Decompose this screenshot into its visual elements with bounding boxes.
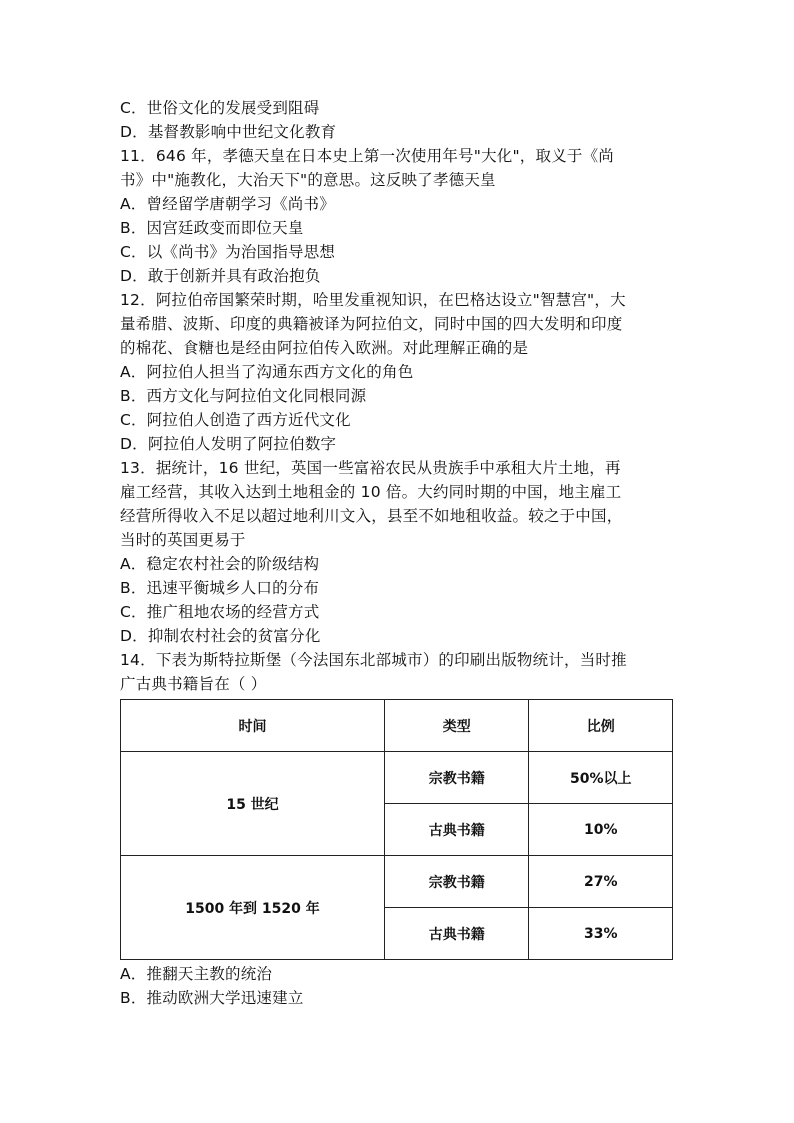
ratio-cell: 27% — [529, 856, 673, 908]
question-14-stem-2: 广古典书籍旨在（ ） — [120, 675, 267, 693]
option-a-q11: A．曾经留学唐朝学习《尚书》 — [120, 195, 335, 213]
type-cell: 宗教书籍 — [385, 752, 529, 804]
header-type: 类型 — [385, 700, 529, 752]
option-a-q12: A．阿拉伯人担当了沟通东西方文化的角色 — [120, 363, 414, 381]
header-time: 时间 — [121, 700, 385, 752]
option-a-q14: A．推翻天主教的统治 — [120, 965, 273, 983]
option-d-q10: D．基督教影响中世纪文化教育 — [120, 123, 337, 141]
header-ratio: 比例 — [529, 700, 673, 752]
option-a-q13: A．稳定农村社会的阶级结构 — [120, 555, 320, 573]
question-13-stem-1: 13．据统计，16 世纪，英国一些富裕农民从贵族手中承租大片土地，再 — [120, 459, 621, 477]
option-d-q12: D．阿拉伯人发明了阿拉伯数字 — [120, 435, 337, 453]
question-12-stem-2: 量希腊、波斯、印度的典籍被译为阿拉伯文，同时中国的四大发明和印度 — [120, 315, 623, 333]
question-12-stem-1: 12．阿拉伯帝国繁荣时期，哈里发重视知识，在巴格达设立"智慧宫"，大 — [120, 291, 626, 309]
period-cell: 15 世纪 — [121, 752, 385, 856]
table-row — [121, 752, 673, 804]
ratio-cell: 33% — [529, 908, 673, 960]
question-13-stem-2: 雇工经营，其收入达到土地租金的 10 倍。大约同时期的中国，地主雇工 — [120, 483, 622, 501]
question-11-stem-1: 11．646 年，孝德天皇在日本史上第一次使用年号"大化"，取义于《尚 — [120, 147, 614, 165]
period-cell: 1500 年到 1520 年 — [121, 856, 385, 960]
option-d-q11: D．敢于创新并具有政治抱负 — [120, 267, 321, 285]
question-13-stem-3: 经营所得收入不足以超过地利川文入，县至不如地租收益。较之于中国， — [120, 507, 623, 525]
ratio-cell: 10% — [529, 804, 673, 856]
question-13-stem-4: 当时的英国更易于 — [120, 531, 246, 549]
table-row — [121, 856, 673, 908]
type-cell: 宗教书籍 — [385, 856, 529, 908]
option-c-q11: C．以《尚书》为治国指导思想 — [120, 243, 336, 261]
option-b-q14: B．推动欧洲大学迅速建立 — [120, 989, 304, 1007]
type-cell: 古典书籍 — [385, 908, 529, 960]
option-c-q10: C．世俗文化的发展受到阻碍 — [120, 99, 320, 117]
option-d-q13: D．抑制农村社会的贫富分化 — [120, 627, 321, 645]
question-14-stem-1: 14．下表为斯特拉斯堡（今法国东北部城市）的印刷出版物统计，当时推 — [120, 651, 627, 669]
document-page — [120, 96, 680, 1010]
option-b-q13: B．迅速平衡城乡人口的分布 — [120, 579, 320, 597]
question-11-stem-2: 书》中"施教化，大治天下"的意思。这反映了孝德天皇 — [120, 171, 496, 189]
option-c-q13: C．推广租地农场的经营方式 — [120, 603, 320, 621]
option-b-q12: B．西方文化与阿拉伯文化同根同源 — [120, 387, 367, 405]
type-cell: 古典书籍 — [385, 804, 529, 856]
option-b-q11: B．因宫廷政变而即位天皇 — [120, 219, 304, 237]
ratio-cell: 50%以上 — [529, 752, 673, 804]
option-c-q12: C．阿拉伯人创造了西方近代文化 — [120, 411, 351, 429]
publication-stats-table — [120, 699, 673, 960]
table-header-row — [121, 700, 673, 752]
question-12-stem-3: 的棉花、食糖也是经由阿拉伯传入欧洲。对此理解正确的是 — [120, 339, 529, 357]
